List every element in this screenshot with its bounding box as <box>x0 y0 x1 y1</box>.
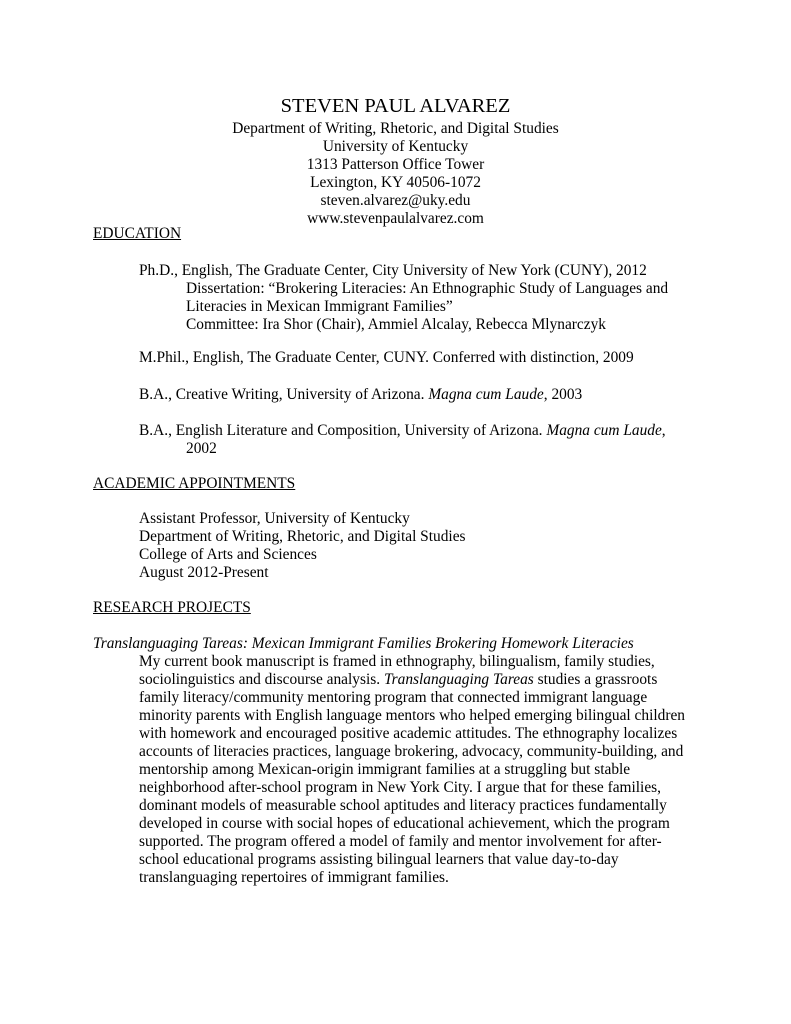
project-book-title: Translanguaging Tareas <box>383 671 534 688</box>
project-line: accounts of literacies practices, language brokering, advocacy, community-building, and <box>139 743 684 760</box>
project-line: My current book manuscript is framed in ethnography, bilingualism, family studies, <box>139 653 655 670</box>
project-line-part: studies a grassroots <box>533 671 658 688</box>
project-line <box>139 671 684 689</box>
header-email: steven.alvarez@uky.edu <box>320 192 471 209</box>
education-ba-english <box>139 422 699 458</box>
phd-dissertation-line-2: Literacies in Mexican Immigrant Families” <box>186 298 453 315</box>
education-ba-creative <box>139 386 699 404</box>
ba-creative-text: B.A., Creative Writing, University of Arizona. <box>139 386 429 403</box>
header-website: www.stevenpaulalvarez.com <box>307 210 484 227</box>
project-line: family literacy/community mentoring program that connected immigrant language <box>139 689 648 706</box>
ba-english-honor: Magna cum Laude <box>546 422 662 439</box>
ba-creative-degree <box>139 386 699 404</box>
appointment-entry <box>139 510 699 582</box>
ba-creative-year: , 2003 <box>543 386 583 403</box>
phd-committee: Committee: Ira Shor (Chair), Ammiel Alcalay, Rebecca Mlynarczyk <box>186 316 606 333</box>
education-mphil <box>139 349 699 367</box>
appointment-position: Assistant Professor, University of Kentucky <box>139 510 410 527</box>
header-university: University of Kentucky <box>322 138 469 155</box>
project-line: with homework and encouraged positive academic attitudes. The ethnography localizes <box>139 725 678 742</box>
header-city: Lexington, KY 40506-1072 <box>310 174 481 191</box>
project-line: translanguaging repertoires of immigrant families. <box>139 869 449 886</box>
education-heading: EDUCATION <box>93 225 182 242</box>
ba-english-text: B.A., English Literature and Composition, University of Arizona. <box>139 422 547 439</box>
ba-creative-honor: Magna cum Laude <box>428 386 544 403</box>
page-title: STEVEN PAUL ALVAREZ <box>280 95 511 117</box>
phd-dissertation-line-1: Dissertation: “Brokering Literacies: An Ethnographic Study of Languages and <box>186 280 669 297</box>
project-line: neighborhood after-school program in New York City. I argue that for these families, <box>139 779 661 796</box>
phd-degree: Ph.D., English, The Graduate Center, City University of New York (CUNY), 2012 <box>139 262 647 279</box>
mphil-degree: M.Phil., English, The Graduate Center, CUNY. Conferred with distinction, 2009 <box>139 349 634 366</box>
project-line: supported. The program offered a model of family and mentor involvement for after- <box>139 833 662 850</box>
education-phd <box>139 262 699 334</box>
project-line-part: sociolinguistics and discourse analysis. <box>139 671 384 688</box>
project-line: dominant models of measurable school aptitudes and literacy practices fundamentally <box>139 797 667 814</box>
appointment-dates: August 2012-Present <box>139 564 269 581</box>
header-department: Department of Writing, Rhetoric, and Digital Studies <box>232 120 559 137</box>
project-title: Translanguaging Tareas: Mexican Immigrant Families Brokering Homework Literacies <box>93 635 634 652</box>
cv-header <box>0 94 791 228</box>
ba-english-degree <box>139 422 699 440</box>
appointments-heading: ACADEMIC APPOINTMENTS <box>93 475 296 492</box>
header-office: 1313 Patterson Office Tower <box>306 156 485 173</box>
ba-english-comma: , <box>661 422 666 439</box>
appointment-department: Department of Writing, Rhetoric, and Digital Studies <box>139 528 466 545</box>
project-line: mentorship among Mexican-origin immigrant families at a struggling but stable <box>139 761 631 778</box>
research-heading: RESEARCH PROJECTS <box>93 599 251 616</box>
ba-english-year: 2002 <box>186 440 217 457</box>
project-description <box>139 653 684 887</box>
appointment-college: College of Arts and Sciences <box>139 546 317 563</box>
project-line: minority parents with English language mentors who helped emerging bilingual children <box>139 707 685 724</box>
project-line: developed in course with social hopes of educational achievement, which the program <box>139 815 670 832</box>
project-line: school educational programs assisting bilingual learners that value day-to-day <box>139 851 619 868</box>
